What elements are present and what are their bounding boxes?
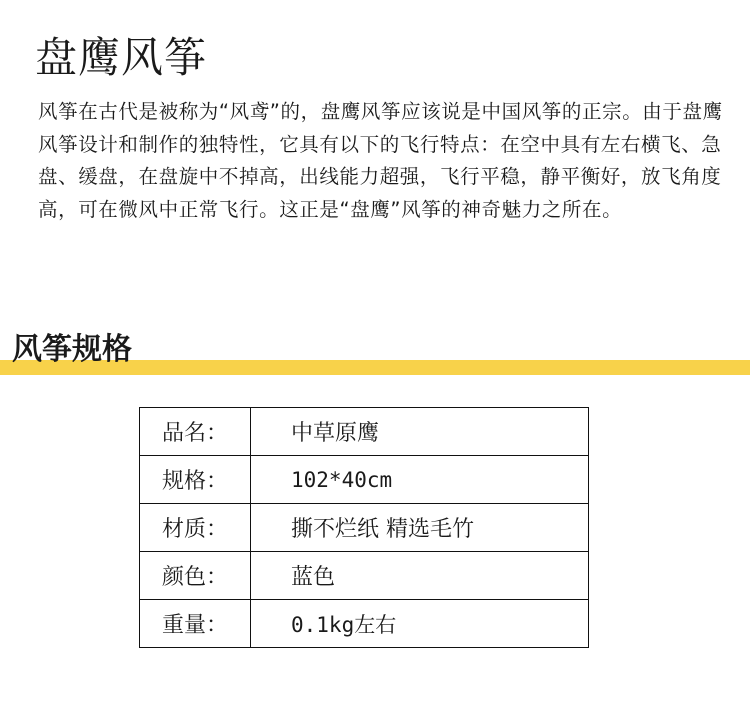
spec-key: 颜色： — [140, 552, 251, 600]
spec-value: 0.1kg左右 — [251, 600, 589, 648]
spec-key: 材质： — [140, 504, 251, 552]
table-row — [140, 504, 589, 552]
table-row — [140, 552, 589, 600]
spec-value: 102*40cm — [251, 456, 589, 504]
page-title: 盘鹰风筝 — [35, 33, 208, 82]
spec-value: 中草原鹰 — [251, 408, 589, 456]
spec-value: 蓝色 — [251, 552, 589, 600]
spec-key: 重量： — [140, 600, 251, 648]
section-title: 风筝规格 — [12, 332, 132, 367]
spec-key: 品名： — [140, 408, 251, 456]
spec-table — [139, 407, 589, 648]
table-row — [140, 600, 589, 648]
spec-value: 撕不烂纸 精选毛竹 — [251, 504, 589, 552]
table-row — [140, 408, 589, 456]
intro-paragraph: 风筝在古代是被称为“风鸢”的，盘鹰风筝应该说是中国风筝的正宗。由于盘鹰风筝设计和制作的独特性，它具有以下的飞行特点：在空中具有左右横飞、急盘、缓盘，在盘旋中不掉高，出线能力超强，飞行平稳，静平衡好，放飞角度高，可在微风中正常飞行。这正是“盘鹰”风筝的神奇魅力之所在。 — [38, 100, 723, 221]
table-row — [140, 456, 589, 504]
spec-key: 规格： — [140, 456, 251, 504]
